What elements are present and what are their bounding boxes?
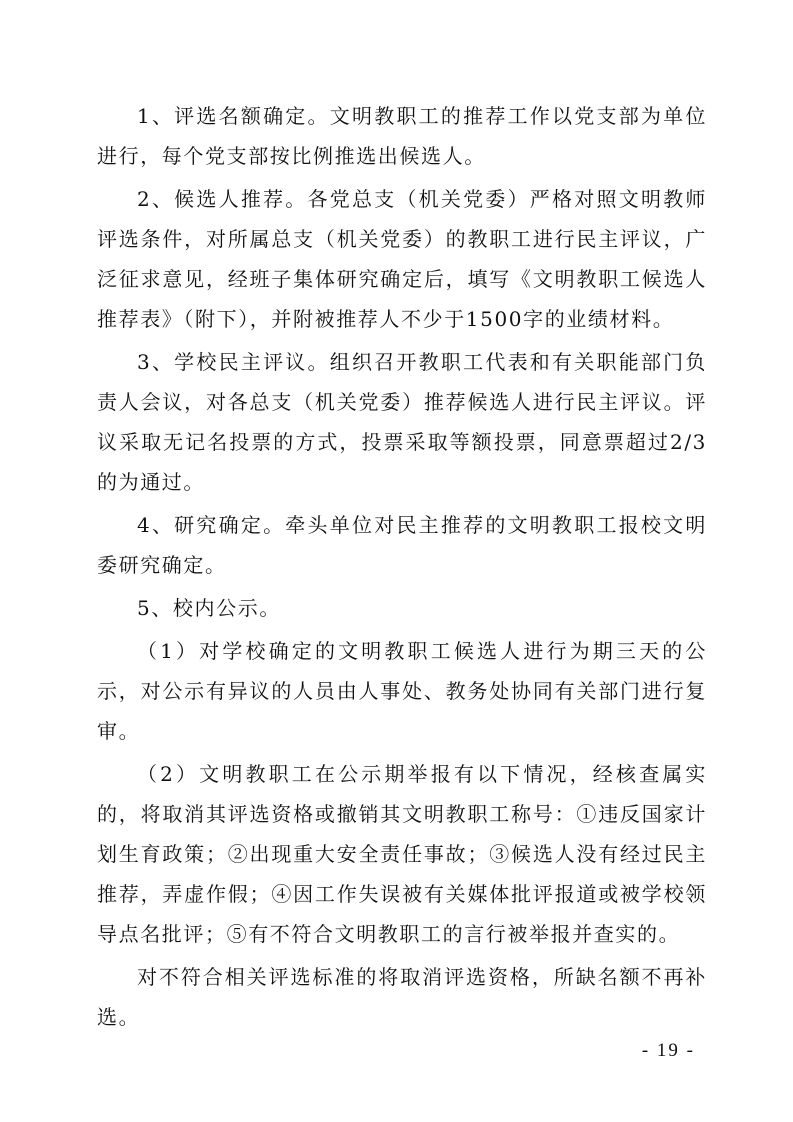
paragraph-quota: 1、评选名额确定。文明教职工的推荐工作以党支部为单位进行，每个党支部按比例推选出候选人。 — [97, 104, 707, 168]
paragraph-public-notice-item-2: （2）文明教职工在公示期举报有以下情况，经核查属实的，将取消其评选资格或撤销其文明教职工称号：①违反国家计划生育政策；②出现重大安全责任事故；③候选人没有经过民主推荐，弄虚作假；④因工作失误被有关媒体批评报道或被学校领导点名批评；⑤有不符合文明教职工的言行被举报并查实的。 — [97, 762, 707, 946]
paragraph-candidate-recommendation: 2、候选人推荐。各党总支（机关党委）严格对照文明教师评选条件，对所属总支（机关党委）的教职工进行民主评议，广泛征求意见，经班子集体研究确定后，填写《文明教职工候选人推荐表》（附下），并附被推荐人不少于1500字的业绩材料。 — [97, 187, 707, 331]
paragraph-public-notice-item-1: （1）对学校确定的文明教职工候选人进行为期三天的公示，对公示有异议的人员由人事处、教务处协同有关部门进行复审。 — [97, 639, 707, 743]
paragraph-research-determination: 4、研究确定。牵头单位对民主推荐的文明教职工报校文明委研究确定。 — [97, 513, 707, 577]
paragraph-public-notice-heading: 5、校内公示。 — [137, 596, 281, 620]
page-number: - 19 - — [641, 1040, 695, 1061]
paragraph-disqualification-note: 对不符合相关评选标准的将取消评选资格，所缺名额不再补选。 — [97, 965, 707, 1029]
document-body — [97, 96, 707, 1040]
paragraph-democratic-review: 3、学校民主评议。组织召开教职工代表和有关职能部门负责人会议，对各总支（机关党委）推荐候选人进行民主评议。评议采取无记名投票的方式，投票采取等额投票，同意票超过2/3的为通过。 — [97, 350, 707, 494]
